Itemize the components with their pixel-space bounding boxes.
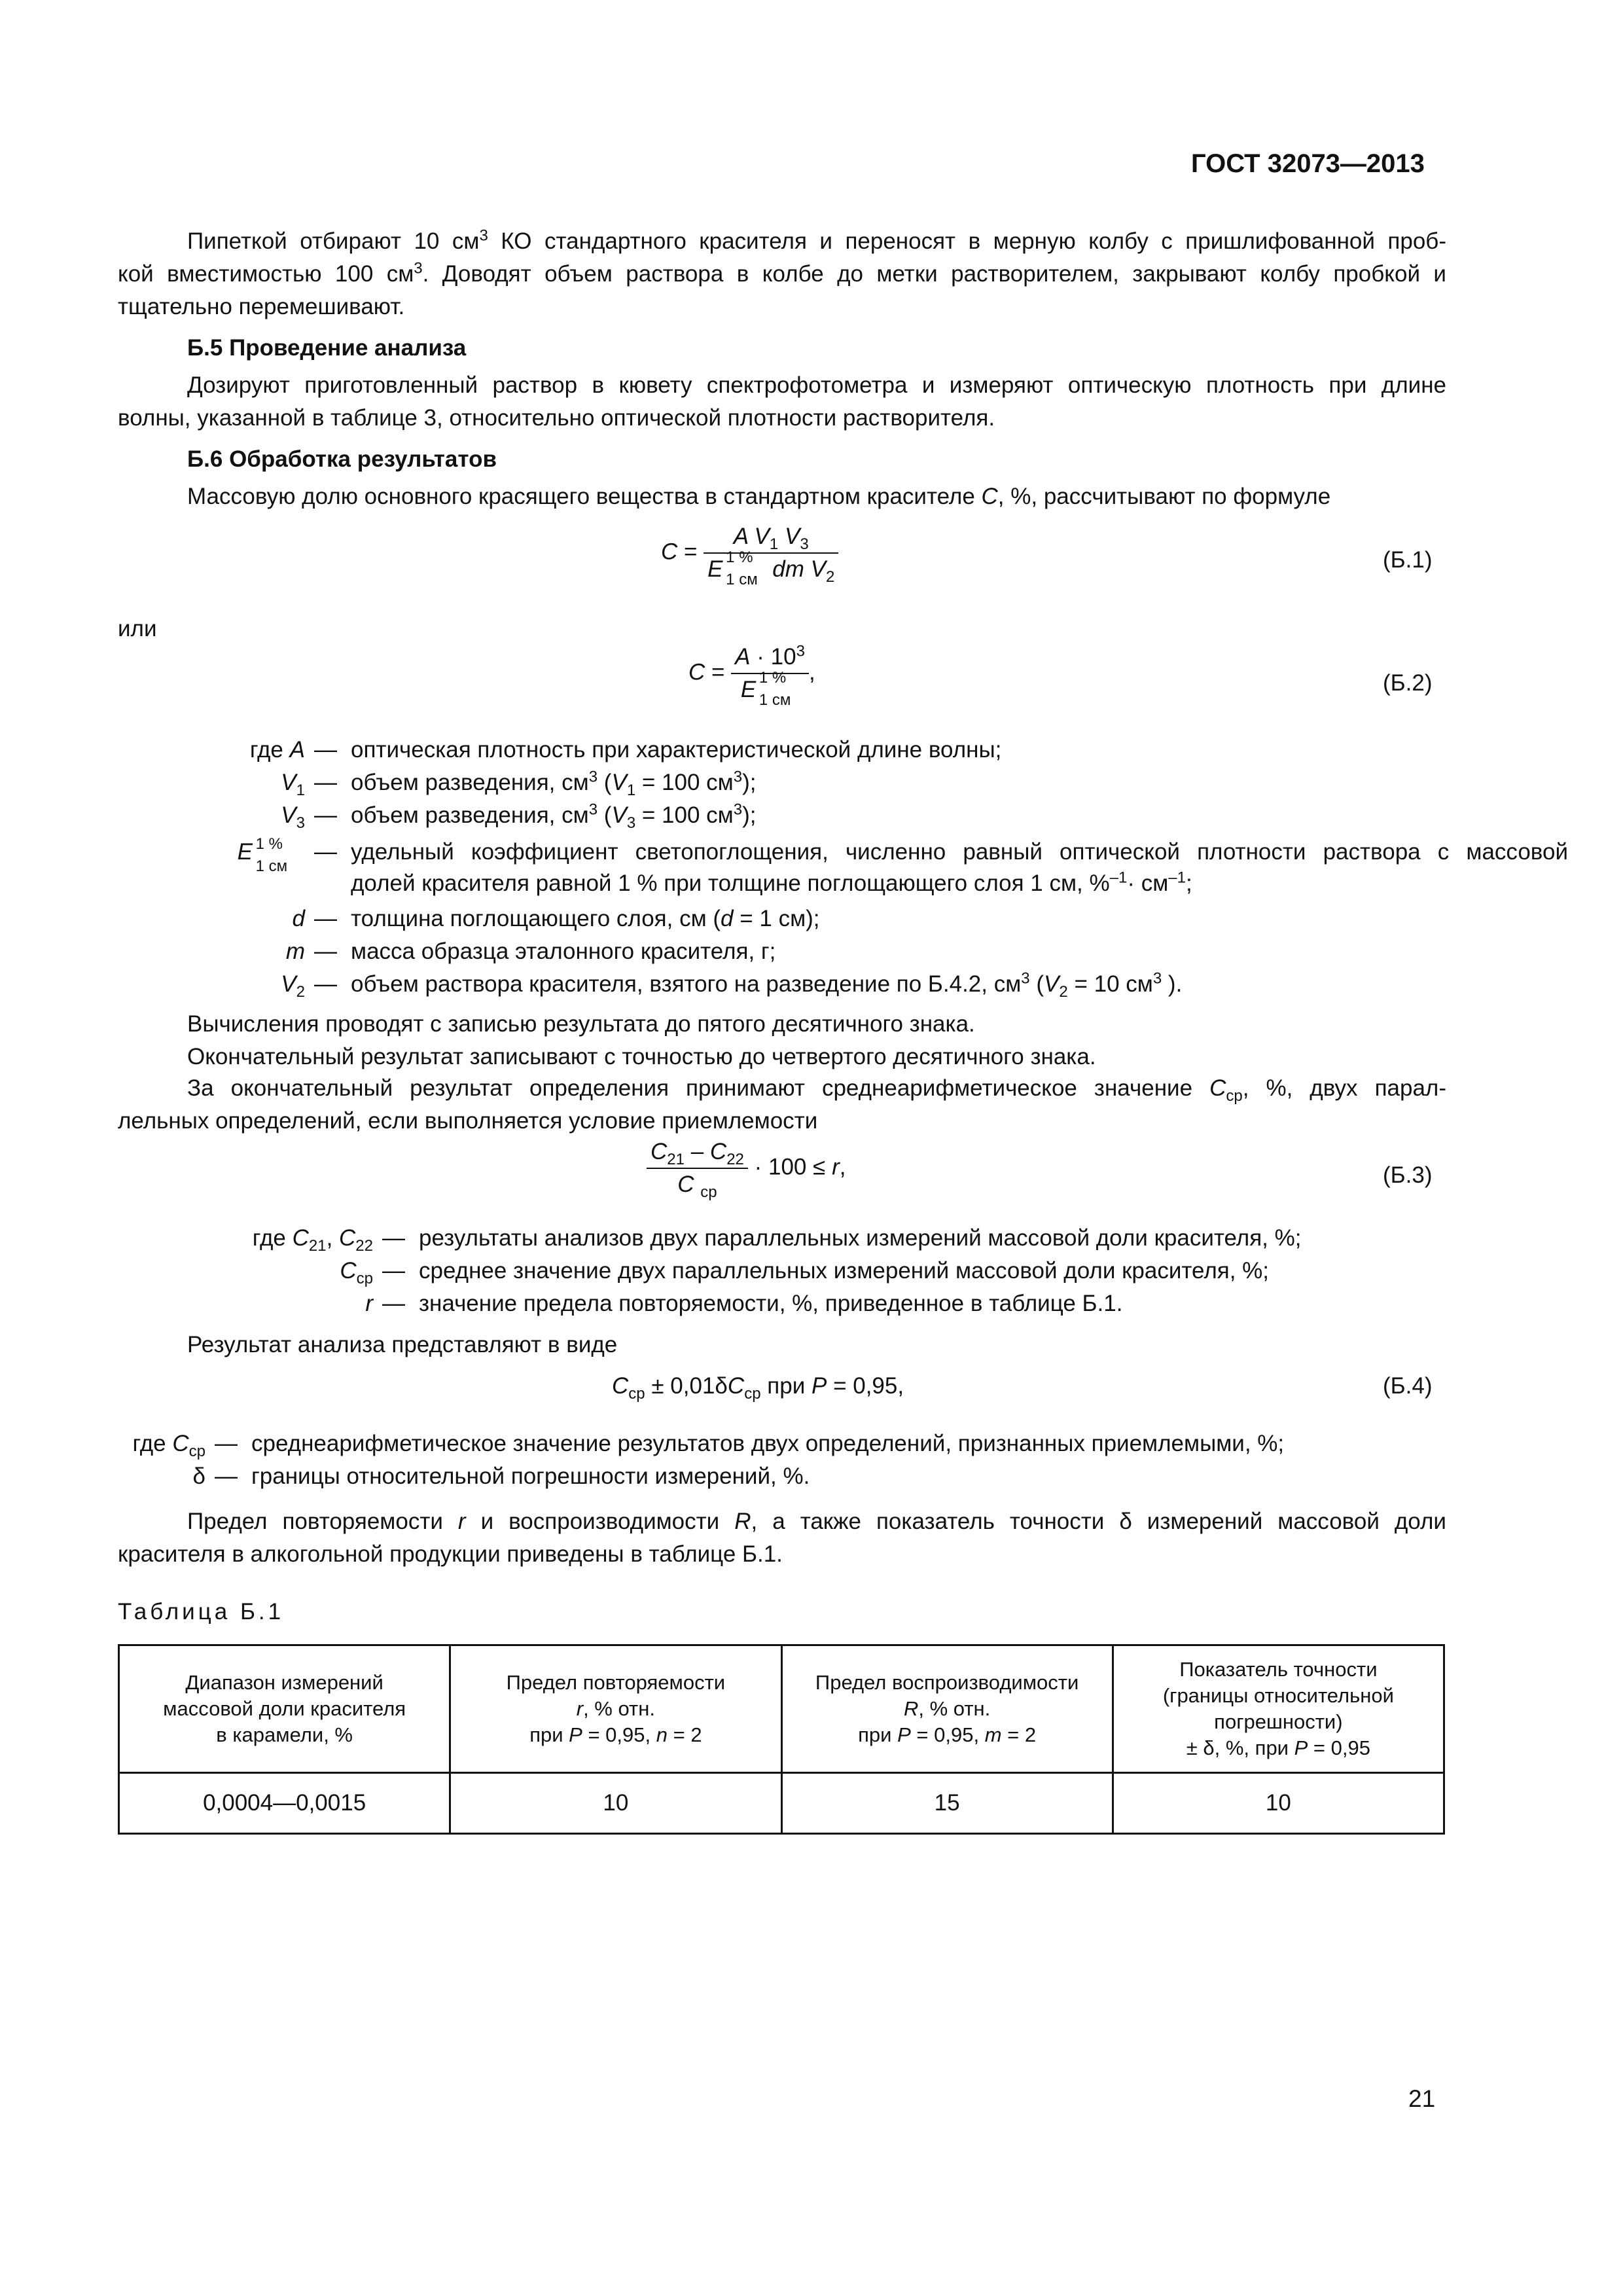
- formula-number-b2: (Б.2): [1383, 670, 1433, 696]
- formula-b1: C = A $V_1$ $V_3$ E 1 % 1 см dm $V_2$: [661, 524, 838, 583]
- paragraph-acceptance: За окончательный результат определения принимают среднеарифметическое значение $C_{ср}$, %, двух парал- лельных определений, если выполняется условие приемлемости: [118, 1075, 1446, 1134]
- formula-b4: $C_{ср} \pm 0,01\delta C_{ср}$ при P = 0,95,: [612, 1373, 904, 1403]
- column-header-accuracy: Показатель точности (границы относительной погрешности) ± δ, %, при P = 0,95: [1113, 1645, 1444, 1773]
- paragraph-dilution: Пипеткой отбирают 10 $см^3$ КО стандартного красителя и переносят в мерную колбу с пришлифованной проб- кой вместимостью 100 $см^3$. Доводят объем раствора в колбе до метки растворителем, закрывают колбу пробкой и тщательно перемешивают.: [118, 226, 1446, 319]
- standard-code: ГОСТ 32073—2013: [1191, 149, 1425, 178]
- column-header-reproducibility: Предел воспроизводимости R, % отн. при P = 0,95, m = 2: [781, 1645, 1113, 1773]
- cell-range: 0,0004—0,0015: [119, 1773, 450, 1834]
- formula-number-b3: (Б.3): [1383, 1162, 1433, 1188]
- formula-b2: C = $A \cdot 10^3$ E 1 % 1 см ,: [688, 642, 815, 709]
- paragraph-calc: Вычисления проводят с записью результата до пятого десятичного знака.: [187, 1011, 975, 1037]
- page-number: 21: [1408, 2085, 1436, 2112]
- section-heading-b6: Б.6 Обработка результатов: [187, 446, 497, 472]
- formula-number-b1: (Б.1): [1383, 547, 1433, 573]
- where-e: E 1 % 1 см — удельный коэффициент светопоглощения, численно равный оптической плотности раствора с массовой долей красителя равной 1 % при толщине поглощающего слоя 1 см, $\%^{-1}\cdot см^{-1}$;: [237, 835, 1568, 896]
- table-header-row: [119, 1645, 1444, 1773]
- formula-b3: $\frac{C_{21} - C_{22}}{C _{ср}}$ · 100 ≤ r,: [647, 1139, 846, 1198]
- cell-repeatability: 10: [450, 1773, 781, 1834]
- cell-accuracy: 10: [1113, 1773, 1444, 1834]
- table-caption: Таблица Б.1: [118, 1599, 285, 1624]
- section-heading-b5: Б.5 Проведение анализа: [187, 335, 467, 361]
- paragraph-result-form: Результат анализа представляют в виде: [187, 1332, 618, 1357]
- paragraph-table-ref: Предел повторяемости r и воспроизводимости R, а также показатель точности δ измерений массовой доли красителя в алкогольной продукции приведены в таблице Б.1.: [118, 1509, 1446, 1567]
- results-table: [118, 1644, 1445, 1835]
- paragraph-formula-intro: Массовую долю основного красящего вещества в стандартном красителе С, %, рассчитывают по формуле: [187, 484, 1331, 509]
- paragraph-analysis: Дозируют приготовленный раствор в кювету спектрофотометра и измеряют оптическую плотность при длине волны, указанной в таблице 3, относительно оптической плотности растворителя.: [118, 372, 1446, 431]
- table-row: [119, 1773, 1444, 1834]
- word-or: или: [118, 616, 157, 641]
- document-page: ГОСТ 32073—2013 Пипеткой отбирают 10 $см^3$ КО стандартного красителя и переносят в мерную колбу с пришлифованной проб- кой вместимостью 100 $см^3$. Доводят объем раствора в колбе до метки растворителем, закрывают колбу пробкой и тщательно перемешивают. Б.5 Проведение анализа Дозируют приготовленный раствор в кювету спектрофотометра и измеряют оптическую плотность при длине волны, указанной в таблице 3, относительно оптической плотности растворителя. Б.6 Обработка результатов Массовую долю основного красящего вещества в стандартном красителе С, %, рассчитывают по формуле C = A $V_1$ $V_3$ E 1 % 1 см dm $V_2$ (Б.1) или C = $A \cdot 10^3$ E 1 % 1 см , (Б.2) где A — оптическая плотность при характеристической длине волны; $V_1$ — объем разведения, $см^3$ ($V_1 = 100$ $см^3$); $V_3$ — объем разведения, $см^3$ ($V_3 = 100$ $см^3$); E 1 % 1 см — удельный коэффициент светопоглощения, численно равный оптической плотности раствора с массовой долей красителя равной 1 % при толщине поглощающего слоя 1 см, $\%^{-1}\cdot см^{-1}$; d — толщина поглощающего слоя, см (d = 1 см); m — масса образца эталонного красителя, г; $V_2$ — объем раствора красителя, взятого на разведение по Б.4.2, $см^3$ ($V_2 = 10$ $см^3$ ). Вычисления проводят с записью результата до пятого десятичного знака. Окончательный результат записывают с точностью до четвертого десятичного знака. За окончательный результат определения принимают среднеарифметическое значение $C_{ср}$, %, двух парал- лельных определений, если выполняется условие приемлемости $\frac{C_{21} - C_{22}}{C _{ср}}$ · 100 ≤ r, (Б.3) где $C_{21}$, $C_{22}$ — результаты анализов двух параллельных измерений массовой доли красителя, %; $C_{ср}$ — среднее значение двух параллельных измерений массовой доли красителя, %; r — значение предела повторяемости, %, приведенное в таблице Б.1. Результат анализа представляют в виде $C_{ср} \pm 0,01\delta C_{ср}$ при P = 0,95, (Б.4) где $C_{ср}$ — среднеарифметическое значение результатов двух определений, признанных приемлемыми, %; δ — границы относительной погрешности измерений, %. Предел повторяемости r и воспроизводимости R, а также показатель точности δ измерений массовой доли красителя в алкогольной продукции приведены в таблице Б.1. Таблица Б.1 Диапазон измерений массовой доли красителя в карамели, % Предел повторяемости r, % отн. при P = 0,95, n = 2 Предел воспроизводимости R, % отн. при P = 0,95, m = 2 Показатель точности (границы относительной погрешности) ± δ, %, при P = 0,95 0,0004—0,0015 10 15 10 21: [0, 0, 1623, 2296]
- paragraph-final: Окончательный результат записывают с точностью до четвертого десятичного знака.: [187, 1044, 1096, 1069]
- cell-reproducibility: 15: [781, 1773, 1113, 1834]
- column-header-range: Диапазон измерений массовой доли красителя в карамели, %: [119, 1645, 450, 1773]
- formula-number-b4: (Б.4): [1383, 1373, 1433, 1399]
- column-header-repeatability: Предел повторяемости r, % отн. при P = 0,95, n = 2: [450, 1645, 781, 1773]
